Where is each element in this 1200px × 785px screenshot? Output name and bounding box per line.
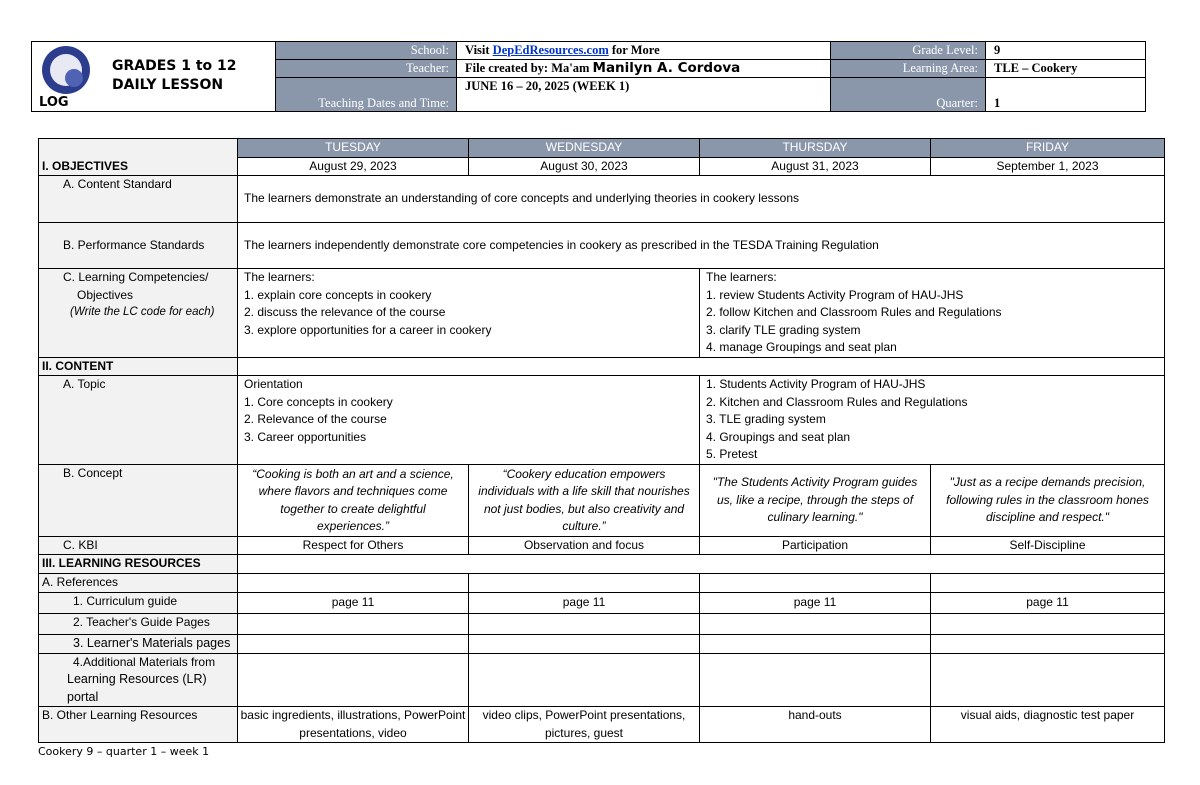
list-item: 5. Pretest	[706, 447, 758, 461]
learners-materials-blank	[238, 634, 469, 653]
list-item: 4. manage Groupings and seat plan	[706, 340, 897, 354]
learning-resources-heading: III. LEARNING RESOURCES	[39, 555, 238, 574]
header-title-cell	[32, 42, 276, 112]
learning-resources-blank	[238, 555, 1165, 574]
day-header-thursday: THURSDAY	[700, 139, 931, 158]
learners-materials-blank	[469, 634, 700, 653]
learners-materials-label: 3. Learner's Materials pages	[39, 634, 238, 653]
dll-title-line2: DAILY LESSON	[112, 77, 224, 93]
performance-standards-label: B. Performance Standards	[39, 223, 238, 269]
list-item: The learners:	[244, 270, 315, 284]
teachers-guide-blank	[700, 613, 931, 634]
school-link[interactable]: DepEdResources.com	[492, 43, 609, 57]
references-blank	[931, 573, 1165, 592]
teaching-dates-value: JUNE 16 – 20, 2025 (WEEK 1)	[457, 78, 831, 112]
other-resources-wednesday: video clips, PowerPoint presentations, pictures, guest	[469, 707, 700, 743]
curriculum-guide-label: 1. Curriculum guide	[39, 592, 238, 613]
competencies-label-line1: C. Learning Competencies/	[63, 270, 209, 284]
list-item: 2. Relevance of the course	[244, 412, 387, 426]
list-item: 1. Students Activity Program of HAU-JHS	[706, 377, 926, 391]
references-blank	[238, 573, 469, 592]
deped-seal-icon	[42, 46, 90, 94]
list-item: 2. follow Kitchen and Classroom Rules and Regulations	[706, 305, 1002, 319]
additional-materials-line2: Learning Resources (LR) portal	[67, 672, 207, 704]
school-label: School:	[276, 42, 457, 60]
additional-materials-blank	[469, 653, 700, 707]
teachers-guide-blank	[469, 613, 700, 634]
list-item: 3. clarify TLE grading system	[706, 322, 861, 337]
quarter-value: 1	[986, 78, 1146, 112]
additional-materials-blank	[238, 653, 469, 707]
school-prefix: Visit	[465, 43, 490, 57]
grade-level-value: 9	[986, 42, 1146, 60]
curriculum-thursday: page 11	[700, 592, 931, 613]
other-resources-thursday: hand-outs	[700, 707, 931, 743]
kbi-thursday: Participation	[700, 536, 931, 555]
kbi-label: C. KBI	[39, 536, 238, 555]
content-heading-blank	[238, 357, 1165, 376]
concept-wednesday: “Cookery education empowers individuals with a life skill that nourishes not just bodies, but also creativity and culture.”	[469, 464, 700, 536]
performance-standards-text: The learners independently demonstrate core competencies in cookery as prescribed in the TESDA Training Regulation	[238, 223, 1165, 269]
learning-area-label: Learning Area:	[831, 60, 986, 78]
other-resources-tuesday: basic ingredients, illustrations, PowerPoint presentations, video	[238, 707, 469, 743]
teacher-prefix: File created by: Ma'am	[465, 61, 590, 75]
list-item: The learners:	[706, 270, 777, 284]
references-label: A. References	[39, 573, 238, 592]
topic-right-cell	[700, 376, 1165, 465]
competencies-right-cell	[700, 269, 1165, 358]
list-item: Orientation	[244, 377, 303, 391]
day-header-friday: FRIDAY	[931, 139, 1165, 158]
concept-label: B. Concept	[39, 464, 238, 536]
dll-title-line1: GRADES 1 to 12	[112, 58, 237, 74]
kbi-friday: Self-Discipline	[931, 536, 1165, 555]
header-table	[31, 41, 1146, 112]
teachers-guide-label: 2. Teacher's Guide Pages	[39, 613, 238, 634]
learners-materials-blank	[931, 634, 1165, 653]
competencies-left-cell	[238, 269, 700, 358]
topic-label: A. Topic	[39, 376, 238, 465]
dll-title-line3: LOG	[39, 95, 69, 110]
page-footer: Cookery 9 – quarter 1 – week 1	[38, 745, 210, 758]
school-value	[457, 42, 831, 60]
list-item: 1. Core concepts in cookery	[244, 394, 393, 409]
list-item: 4. Groupings and seat plan	[706, 429, 851, 444]
curriculum-wednesday: page 11	[469, 592, 700, 613]
teacher-name: Manilyn A. Cordova	[592, 60, 741, 76]
day-date-tuesday: August 29, 2023	[238, 157, 469, 176]
quarter-label: Quarter:	[831, 78, 986, 112]
other-resources-label: B. Other Learning Resources	[39, 707, 238, 743]
list-item: 2. Kitchen and Classroom Rules and Regulations	[706, 394, 968, 409]
day-date-thursday: August 31, 2023	[700, 157, 931, 176]
competencies-label-line2: Objectives	[77, 287, 134, 302]
other-resources-friday: visual aids, diagnostic test paper	[931, 707, 1165, 743]
list-item: 3. TLE grading system	[706, 412, 826, 426]
list-item: 2. discuss the relevance of the course	[244, 305, 446, 319]
learners-materials-blank	[700, 634, 931, 653]
concept-friday: "Just as a recipe demands precision, following rules in the classroom hones discipline and respect."	[931, 464, 1165, 536]
list-item: 3. explore opportunities for a career in cookery	[244, 322, 492, 337]
additional-materials-blank	[700, 653, 931, 707]
day-date-wednesday: August 30, 2023	[469, 157, 700, 176]
content-standard-label: A. Content Standard	[39, 176, 238, 223]
list-item: 1. review Students Activity Program of HAU-JHS	[706, 287, 964, 302]
teacher-value	[457, 60, 831, 78]
teachers-guide-blank	[238, 613, 469, 634]
lesson-log-table	[38, 138, 1165, 743]
concept-tuesday: “Cooking is both an art and a science, where flavors and techniques come together to create delightful experiences.”	[238, 464, 469, 536]
references-blank	[700, 573, 931, 592]
competencies-note: (Write the LC code for each)	[70, 306, 215, 318]
teaching-dates-label: Teaching Dates and Time:	[276, 78, 457, 112]
objectives-heading: I. OBJECTIVES	[39, 139, 238, 176]
grade-level-label: Grade Level:	[831, 42, 986, 60]
additional-materials-line1: 4.Additional Materials from	[73, 654, 216, 669]
teachers-guide-blank	[931, 613, 1165, 634]
additional-materials-blank	[931, 653, 1165, 707]
day-header-wednesday: WEDNESDAY	[469, 139, 700, 158]
list-item: 3. Career opportunities	[244, 429, 367, 444]
day-date-friday: September 1, 2023	[931, 157, 1165, 176]
list-item: 1. explain core concepts in cookery	[244, 287, 432, 302]
competencies-label	[39, 269, 238, 358]
school-suffix: for More	[611, 43, 660, 57]
teacher-label: Teacher:	[276, 60, 457, 78]
curriculum-tuesday: page 11	[238, 592, 469, 613]
content-standard-text: The learners demonstrate an understanding of core concepts and underlying theories in cookery lessons	[238, 176, 1165, 223]
topic-left-cell	[238, 376, 700, 465]
concept-thursday: "The Students Activity Program guides us, like a recipe, through the steps of culinary learning."	[700, 464, 931, 536]
kbi-wednesday: Observation and focus	[469, 536, 700, 555]
kbi-tuesday: Respect for Others	[238, 536, 469, 555]
content-heading: II. CONTENT	[39, 357, 238, 376]
additional-materials-label	[39, 653, 238, 707]
learning-area-value: TLE – Cookery	[986, 60, 1146, 78]
references-blank	[469, 573, 700, 592]
day-header-tuesday: TUESDAY	[238, 139, 469, 158]
curriculum-friday: page 11	[931, 592, 1165, 613]
